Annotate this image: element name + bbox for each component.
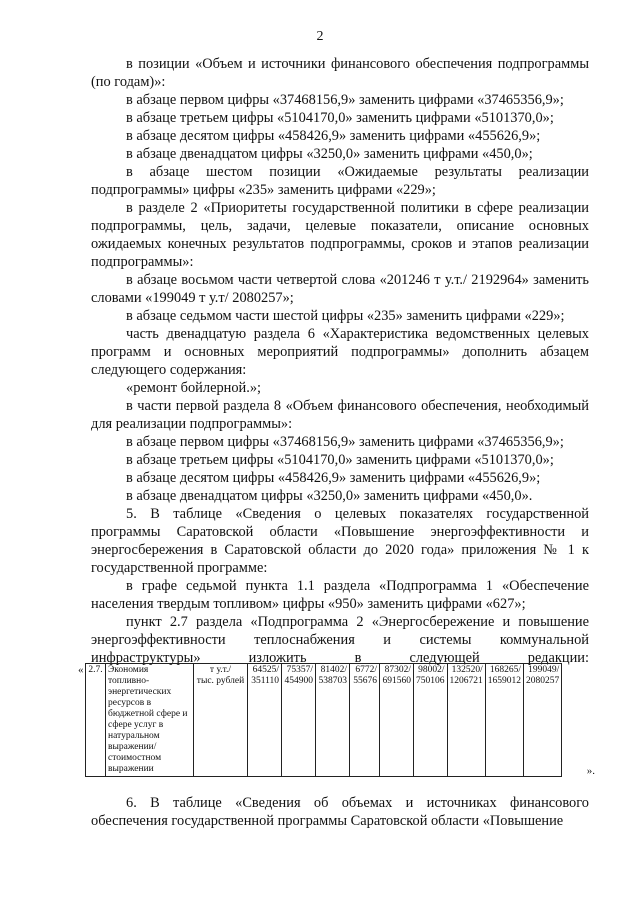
value-top: 199049/ — [528, 665, 560, 675]
value-bottom: 1659012 — [487, 676, 521, 686]
value-bottom: 55676 — [353, 676, 377, 686]
document-body — [91, 55, 589, 667]
value-bottom: 538703 — [318, 676, 347, 686]
paragraph: в абзаце десятом цифры «458426,9» заменить цифрами «455626,9»; — [126, 470, 541, 486]
table-row — [86, 664, 562, 777]
value-cell — [414, 664, 448, 777]
paragraph: в разделе 2 «Приоритеты государственной политики в сфере реализации подпрограммы, цель, задачи, целевые показатели, описание основных ожидаемых конечных результатов подпрограммы, сроков и этапов реализации подпрограммы»: — [91, 200, 589, 270]
value-top: 6772/ — [355, 665, 377, 675]
value-cell — [248, 664, 282, 777]
value-top: 168265/ — [489, 665, 521, 675]
unit-line: тыс. рублей — [196, 676, 245, 686]
indicator-table — [85, 663, 562, 777]
indicator-name: Экономия топливно-энергетических ресурсов в бюджетной сфере и сфере услуг в натуральном выражении/ стоимостном выражении — [106, 664, 194, 777]
opening-quote: « — [78, 664, 84, 676]
paragraph: в части первой раздела 8 «Объем финансового обеспечения, необходимый для реализации подпрограммы»: — [91, 398, 589, 432]
paragraph: часть двенадцатую раздела 6 «Характеристика ведомственных целевых программ и основных мероприятий подпрограммы» дополнить абзацем следующего содержания: — [91, 326, 589, 378]
paragraph: в абзаце десятом цифры «458426,9» заменить цифрами «455626,9»; — [126, 128, 541, 144]
paragraph: пункт 2.7 раздела «Подпрограмма 2 «Энергосбережение и повышение энергоэффективности теплоснабжения и системы коммунальной инфраструктуры» изложить в следующей редакции: — [91, 614, 589, 666]
document-tail — [91, 794, 589, 830]
paragraph: в абзаце шестом позиции «Ожидаемые результаты реализации подпрограммы» цифры «235» заменить цифрами «229»; — [91, 164, 589, 198]
value-cell — [380, 664, 414, 777]
paragraph: 5. В таблице «Сведения о целевых показателях государственной программы Саратовской области «Повышение энергоэффективности и энергосбережения в Саратовской области до 2020 года» приложения № 1 к государственной программе: — [91, 506, 589, 576]
paragraph: в абзаце двенадцатом цифры «3250,0» заменить цифрами «450,0». — [126, 488, 533, 504]
paragraph: в абзаце седьмом части шестой цифры «235» заменить цифрами «229»; — [126, 308, 565, 324]
value-bottom: 750106 — [416, 676, 445, 686]
value-bottom: 351110 — [251, 676, 279, 686]
value-top: 75357/ — [286, 665, 313, 675]
value-top: 87302/ — [384, 665, 411, 675]
paragraph: «ремонт бойлерной.»; — [126, 380, 262, 396]
value-top: 64525/ — [252, 665, 279, 675]
value-bottom: 2080257 — [526, 676, 560, 686]
paragraph: в абзаце третьем цифры «5104170,0» заменить цифрами «5101370,0»; — [126, 110, 554, 126]
paragraph: в абзаце первом цифры «37468156,9» заменить цифрами «37465356,9»; — [126, 434, 564, 450]
paragraph: 6. В таблице «Сведения об объемах и источниках финансового обеспечения государственной программы Саратовской области «Повышение — [91, 795, 589, 829]
closing-quote: ». — [586, 765, 595, 777]
value-top: 81402/ — [320, 665, 347, 675]
paragraph: в абзаце первом цифры «37468156,9» заменить цифрами «37465356,9»; — [126, 92, 564, 108]
unit-line: т у.т./ — [209, 665, 232, 675]
value-cell — [350, 664, 380, 777]
page-number: 2 — [316, 29, 324, 44]
value-cell — [447, 664, 485, 777]
row-number: 2.7. — [86, 664, 106, 777]
value-cell — [282, 664, 316, 777]
value-cell — [316, 664, 350, 777]
paragraph: в позиции «Объем и источники финансового обеспечения подпрограммы (по годам)»: — [91, 56, 589, 90]
unit-cell — [194, 664, 248, 777]
value-bottom: 691560 — [382, 676, 411, 686]
value-bottom: 454900 — [284, 676, 313, 686]
value-top: 98002/ — [418, 665, 445, 675]
value-top: 132520/ — [451, 665, 483, 675]
paragraph: в абзаце третьем цифры «5104170,0» заменить цифрами «5101370,0»; — [126, 452, 554, 468]
paragraph: в графе седьмой пункта 1.1 раздела «Подпрограмма 1 «Обеспечение населения твердым топливом» цифры «950» заменить цифрами «627»; — [91, 578, 589, 612]
paragraph: в абзаце двенадцатом цифры «3250,0» заменить цифрами «450,0»; — [126, 146, 533, 162]
inserted-table-block — [78, 663, 598, 777]
value-bottom: 1206721 — [449, 676, 483, 686]
value-cell — [485, 664, 523, 777]
paragraph: в абзаце восьмом части четвертой слова «201246 т у.т./ 2192964» заменить словами «199049 т у.т/ 2080257»; — [91, 272, 589, 306]
value-cell — [524, 664, 562, 777]
